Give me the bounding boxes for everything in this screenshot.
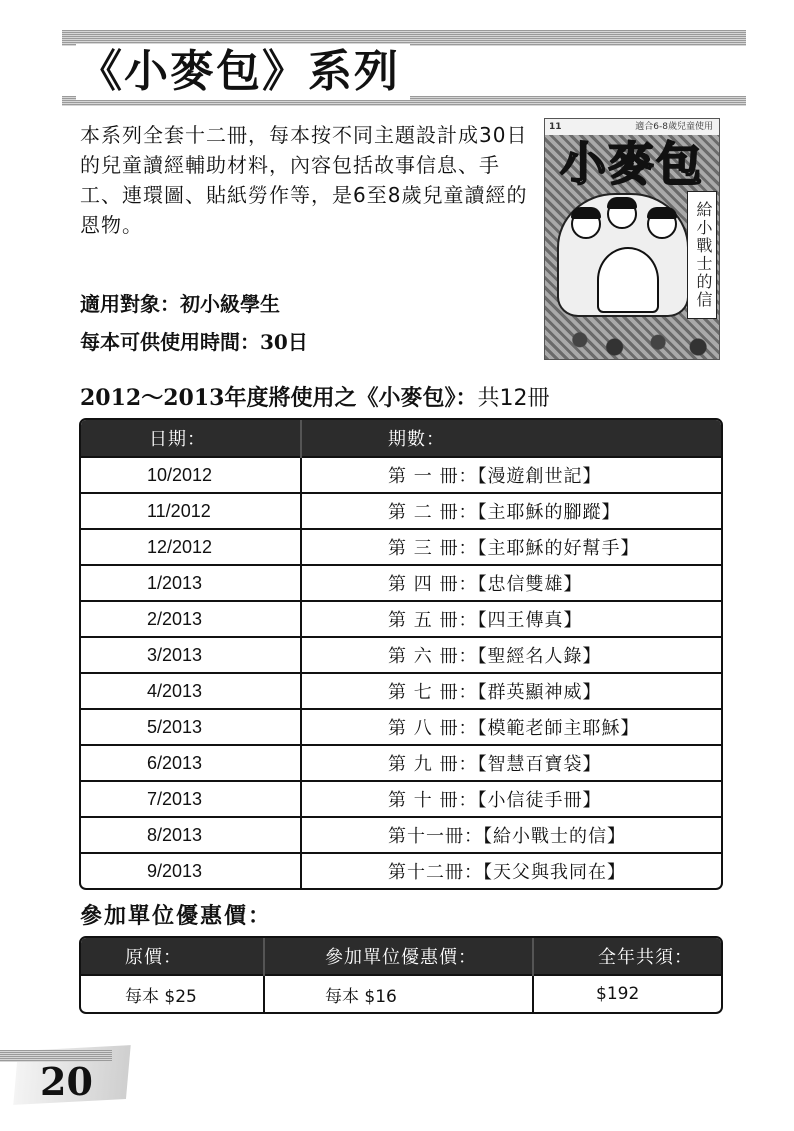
date-cell: 5/2013: [81, 709, 301, 745]
column-header-original-price: 原價：: [81, 938, 264, 975]
volume-cell: 第十二冊：【天父與我同在】: [301, 853, 721, 888]
volume-cell: 第 十 冊：【小信徒手冊】: [301, 781, 721, 817]
cover-subtitle: 給小戰士的信: [687, 191, 717, 319]
volume-cell: 第 八 冊：【模範老師主耶穌】: [301, 709, 721, 745]
child-figure-icon: [607, 199, 637, 229]
table-row: [81, 529, 721, 565]
cover-illustration: [557, 193, 689, 317]
table-row: [81, 673, 721, 709]
volume-cell: 第 六 冊：【聖經名人錄】: [301, 637, 721, 673]
annual-total-cell: $192: [533, 975, 721, 1012]
book-cover-image: [544, 118, 720, 360]
schedule-count: 共12冊: [477, 386, 550, 411]
schedule-heading-text: 2012～2013年度將使用之《小麥包》：: [80, 385, 478, 411]
volume-cell: 第 九 冊：【智慧百寶袋】: [301, 745, 721, 781]
table-row: [81, 975, 721, 1012]
table-row: [81, 601, 721, 637]
cover-age-note: 適合6-8歲兒童使用: [635, 122, 713, 132]
target-audience: 適用對象：初小級學生: [80, 292, 280, 316]
cover-issue-number: 11: [549, 122, 562, 132]
table-row: [81, 709, 721, 745]
date-cell: 11/2012: [81, 493, 301, 529]
schedule-table: [79, 418, 723, 890]
volume-cell: 第 二 冊：【主耶穌的腳蹤】: [301, 493, 721, 529]
date-cell: 4/2013: [81, 673, 301, 709]
intro-paragraph: 本系列全套十二冊，每本按不同主題設計成30日的兒童讀經輔助材料，內容包括故事信息、手工、連環圖、貼紙勞作等，是6至8歲兒童讀經的恩物。: [80, 123, 528, 237]
table-row: [81, 781, 721, 817]
page-number: 20: [40, 1059, 93, 1104]
table-row: [81, 457, 721, 493]
member-price-cell: 每本 $16: [264, 975, 533, 1012]
table-row: [81, 817, 721, 853]
table-row: [81, 745, 721, 781]
date-cell: 9/2013: [81, 853, 301, 888]
date-cell: 12/2012: [81, 529, 301, 565]
pricing-table: [79, 936, 723, 1014]
column-header-volume: 期數：: [301, 420, 721, 457]
schedule-heading: [80, 383, 549, 414]
pricing-header-row: [81, 938, 721, 975]
column-header-annual-total: 全年共須：: [533, 938, 721, 975]
volume-cell: 第 三 冊：【主耶穌的好幫手】: [301, 529, 721, 565]
date-cell: 1/2013: [81, 565, 301, 601]
date-cell: 2/2013: [81, 601, 301, 637]
column-header-date: 日期：: [81, 420, 301, 457]
table-row: [81, 637, 721, 673]
cover-logo: 小麥包: [560, 137, 704, 191]
volume-cell: 第 一 冊：【漫遊創世記】: [301, 457, 721, 493]
date-cell: 8/2013: [81, 817, 301, 853]
volume-cell: 第十一冊：【給小戰士的信】: [301, 817, 721, 853]
child-figure-icon: [647, 209, 677, 239]
table-row: [81, 853, 721, 888]
date-cell: 6/2013: [81, 745, 301, 781]
volume-cell: 第 五 冊：【四王傳真】: [301, 601, 721, 637]
schedule-header-row: [81, 420, 721, 457]
page-title: 《小麥包》系列: [76, 44, 410, 100]
writing-figure-icon: [597, 247, 659, 313]
date-cell: 7/2013: [81, 781, 301, 817]
date-cell: 10/2012: [81, 457, 301, 493]
discount-heading: 參加單位優惠價：: [80, 903, 273, 929]
volume-cell: 第 七 冊：【群英顯神威】: [301, 673, 721, 709]
table-row: [81, 565, 721, 601]
volume-cell: 第 四 冊：【忠信雙雄】: [301, 565, 721, 601]
cover-top-strip: [545, 119, 719, 135]
usage-duration: 每本可供使用時間：30日: [80, 330, 308, 354]
original-price-cell: 每本 $25: [81, 975, 264, 1012]
date-cell: 3/2013: [81, 637, 301, 673]
child-figure-icon: [571, 209, 601, 239]
table-row: [81, 493, 721, 529]
column-header-member-price: 參加單位優惠價：: [264, 938, 533, 975]
